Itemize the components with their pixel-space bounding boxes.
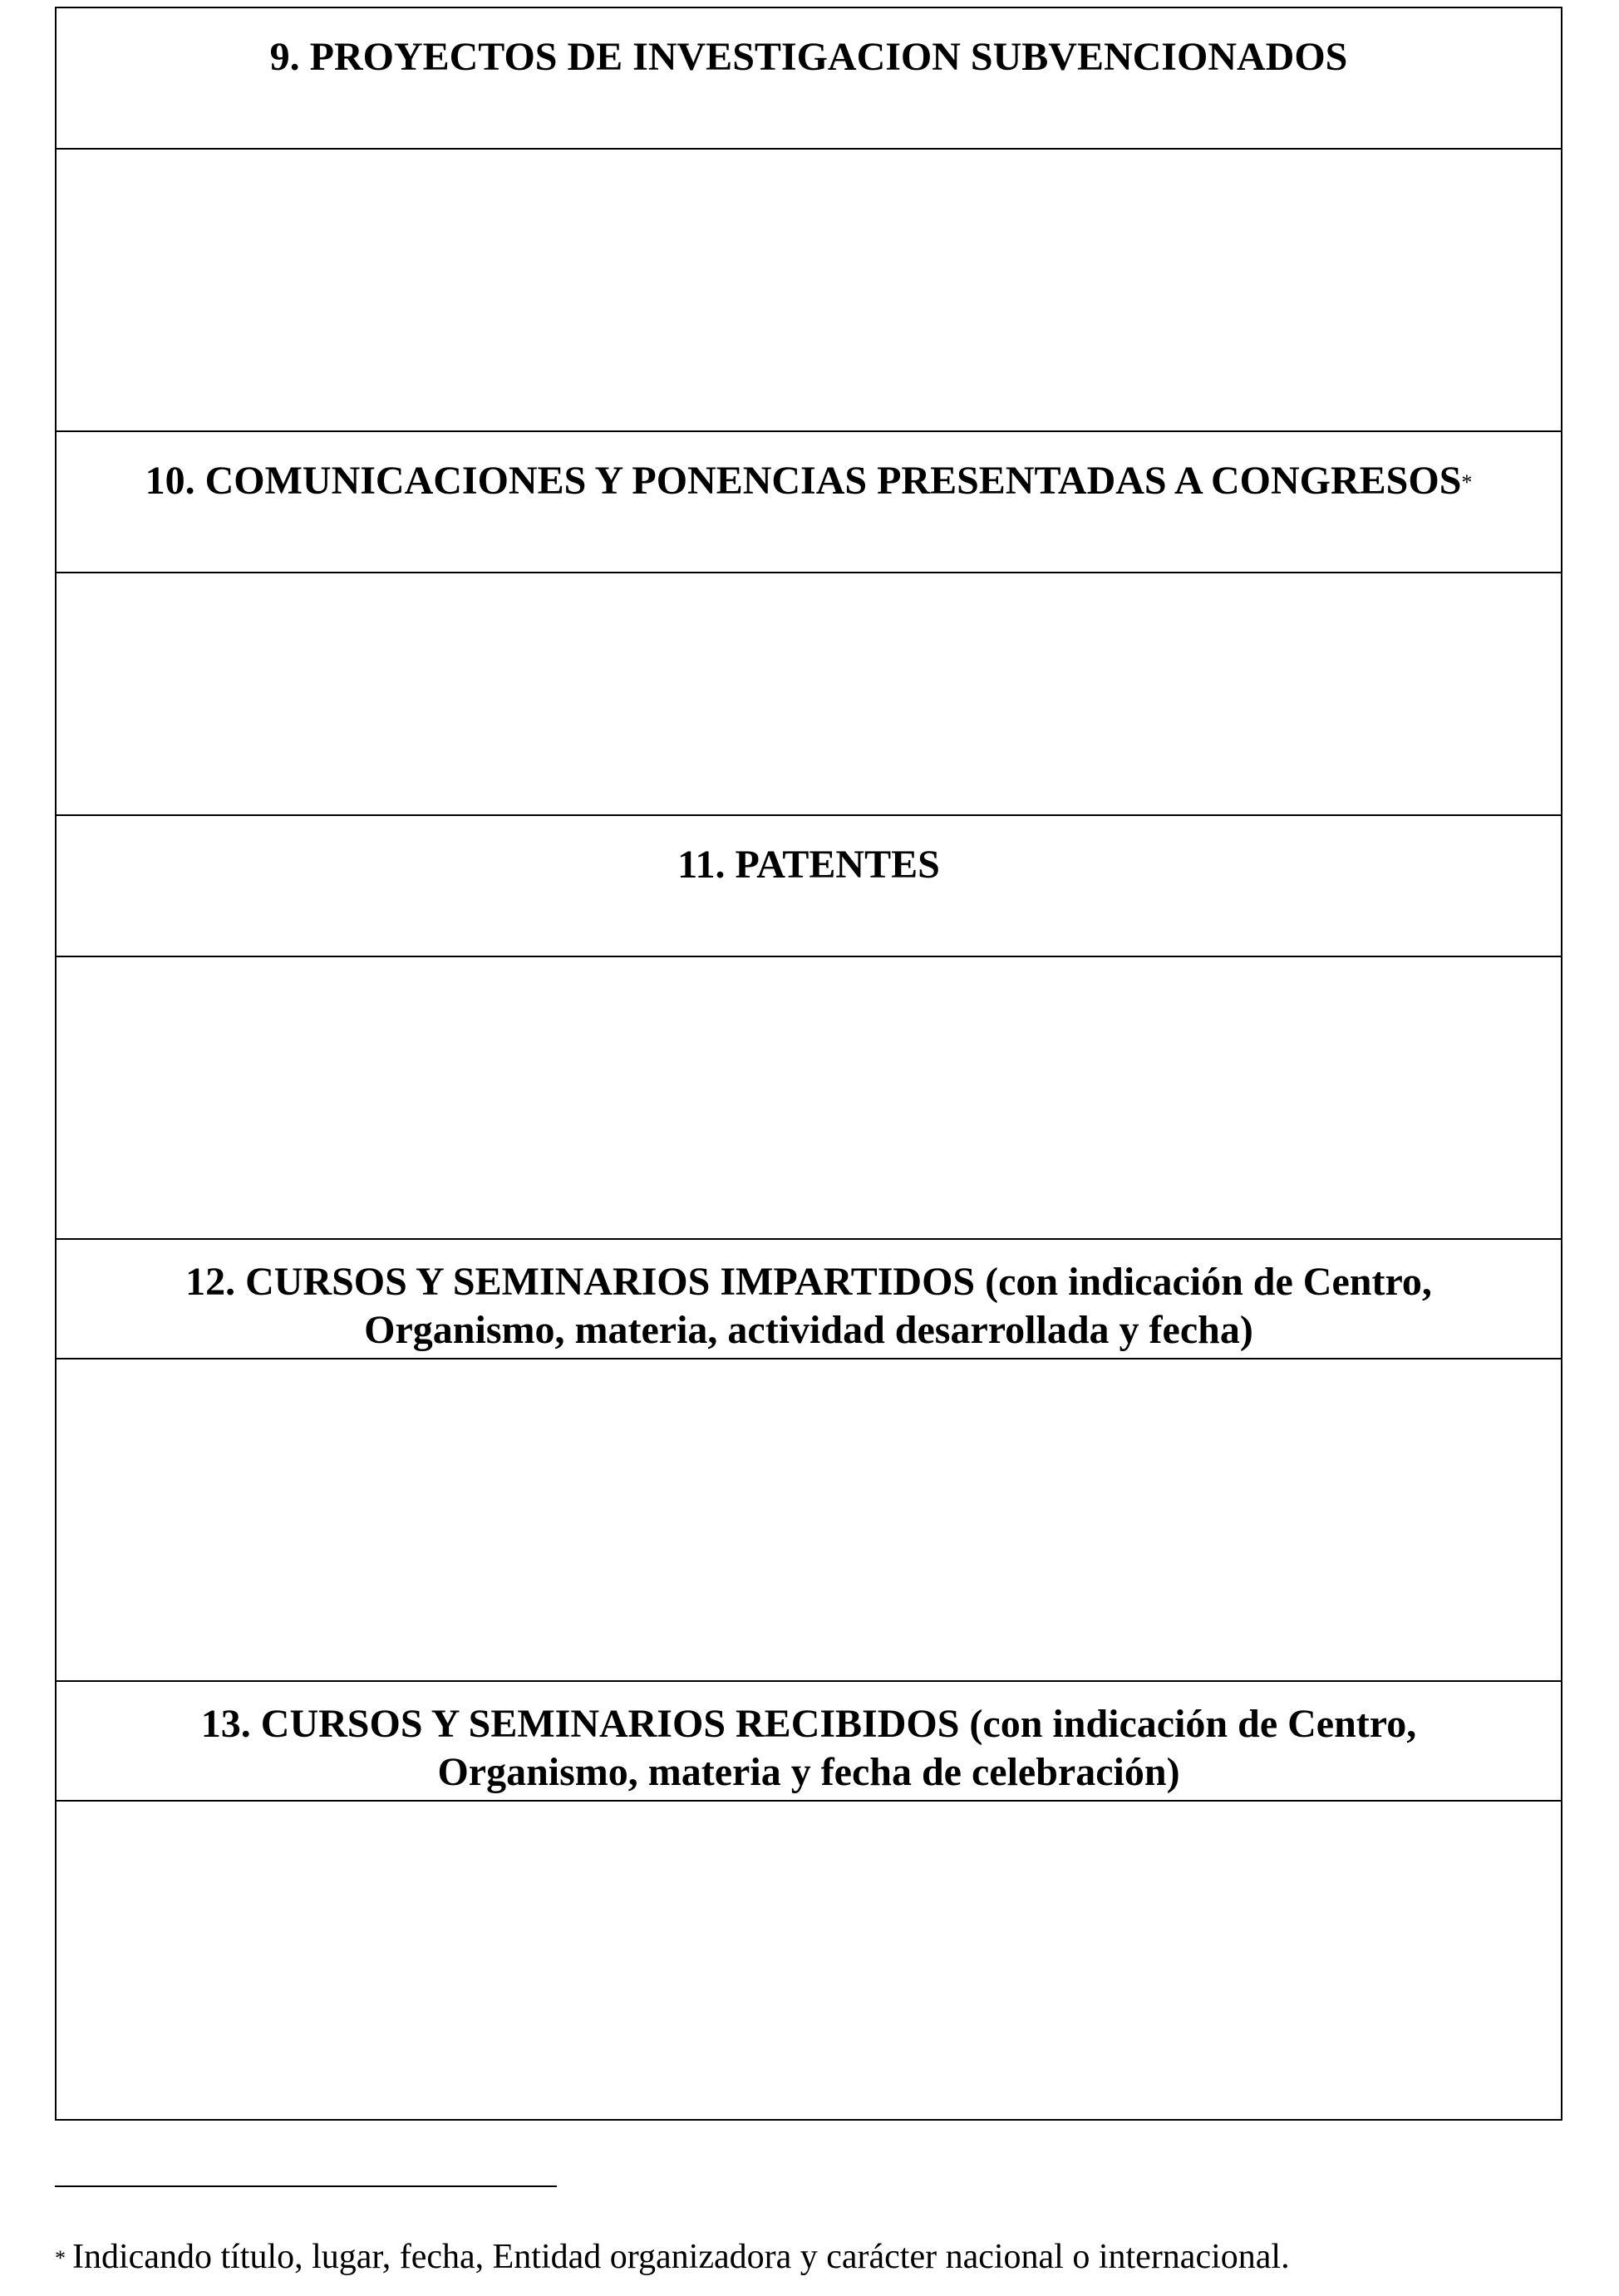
section-10-content-divider (57, 814, 1561, 816)
section-11-heading: 11. PATENTES (677, 843, 940, 887)
section-13-heading-divider (57, 1800, 1561, 1802)
form-table (55, 7, 1562, 2121)
section-12-heading: 12. CURSOS Y SEMINARIOS IMPARTIDOS (con indicación de Centro, Organismo, materia, actividad desarrollada y fecha) (185, 1260, 1432, 1352)
section-9-heading: 9. PROYECTOS DE INVESTIGACION SUBVENCIONADOS (269, 35, 1348, 79)
footnote-text: Indicando título, lugar, fecha, Entidad organizadora y carácter nacional o internacional. (72, 2238, 1290, 2276)
section-11-content-divider (57, 1238, 1561, 1240)
section-9-content-divider (57, 430, 1561, 432)
section-12-content-divider (57, 1680, 1561, 1682)
footnote-separator (55, 2185, 557, 2187)
section-10-heading-divider (57, 572, 1561, 573)
footnote-reference-mark: * (1461, 470, 1473, 494)
section-12-heading-divider (57, 1358, 1561, 1359)
section-9-heading-divider (57, 148, 1561, 150)
section-13-heading: 13. CURSOS Y SEMINARIOS RECIBIDOS (con indicación de Centro, Organismo, materia y fecha de celebración) (200, 1702, 1417, 1794)
section-10-heading-text: 10. COMUNICACIONES Y PONENCIAS PRESENTADAS A CONGRESOS (145, 459, 1462, 503)
footnote-mark: * (55, 2246, 66, 2270)
section-10-heading (57, 457, 1561, 505)
section-11-heading-divider (57, 956, 1561, 957)
footnote (55, 2235, 1290, 2279)
